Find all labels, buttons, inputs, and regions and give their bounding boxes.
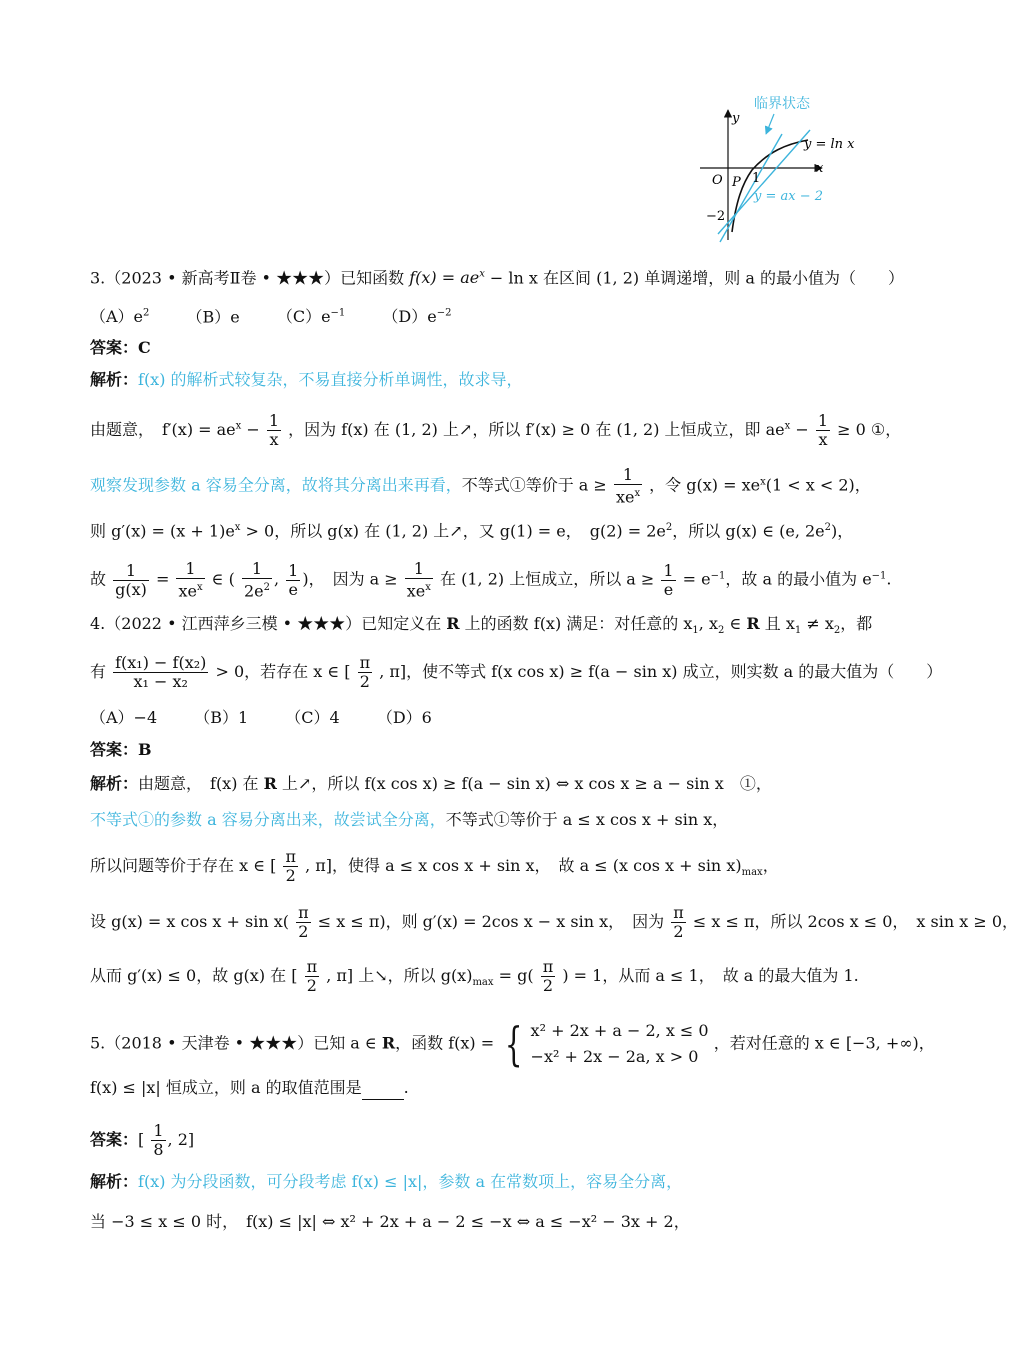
- q4-stem: 4.（2022 • 江西萍乡三模 • ★★★）已知定义在 R 上的函数 f(x) 满足：对任意的 $x_1$, $x_2$ ∈ R 且 $x_1 \ne x_2$，都: [90, 614, 873, 637]
- minus-two-label: −2: [706, 209, 726, 224]
- q4-option-b[interactable]: （B）1: [194, 708, 249, 727]
- q4-options: [90, 706, 432, 730]
- q3-option-a[interactable]: $(A)e^2$: [90, 307, 150, 327]
- annotation-arrow: [766, 114, 774, 134]
- q3-stem: 3.（2023 • 新高考Ⅱ卷 • ★★★）已知函数 $f(x) = ae^x - \ln x$ 在区间 (1, 2) 单调递增，则 a 的最小值为（ ）: [90, 268, 904, 288]
- q3-option-c[interactable]: $(C)e^{-1}$: [276, 307, 346, 327]
- q4-stem-2: 有 $\frac{\text{f(x₁) − f(x₂)}}{\text{x₁ − x₂}}$ > 0，若存在 x ∈ [ $\frac{\pi}{2}$ , π]，使不等式 f(x cos x) ≥ f(a − sin x) 成立，则实数 a 的最大值为（ ）: [90, 653, 943, 691]
- curve-label: y = ln x: [804, 137, 855, 152]
- q3-line2: 观察发现参数 a 容易全分离，故将其分离出来再看，不等式①等价于 a ≥ $\frac{1}{xe^x}$ ，令 $g(x) = xe^x(1 < x < 2)$，: [90, 465, 871, 507]
- q5-analysis-1: 当 −3 ≤ x ≤ 0 时， f(x) ≤ |x| ⇔ x² + 2x + a − 2 ≤ −x ⇔ a ≤ −x² − 3x + 2，: [90, 1212, 690, 1231]
- y-axis-label: y: [732, 111, 740, 126]
- annotation-label: 临界状态: [754, 96, 810, 112]
- q3-option-b[interactable]: （B）e: [186, 307, 240, 327]
- x-axis-label: x: [816, 161, 824, 176]
- q3-analysis-intro: 解析：f(x) 的解析式较复杂，不易直接分析单调性，故求导，: [90, 370, 523, 389]
- q4-option-a[interactable]: （A）−4: [90, 708, 158, 727]
- q5-answer: 答案：[ $\frac{1}{8}$ , 2]: [90, 1121, 195, 1159]
- tangent-figure: [690, 92, 860, 242]
- q4-option-d[interactable]: （D）6: [376, 708, 432, 727]
- q5-stem-2: f(x) ≤ |x| 恒成立，则 a 的取值范围是 .: [90, 1076, 409, 1100]
- q4-option-c[interactable]: （C）4: [285, 708, 340, 727]
- answer-blank[interactable]: [362, 1081, 404, 1100]
- q4-analysis-2: 不等式①的参数 a 容易分离出来，故尝试全分离，不等式①等价于 a ≤ x cos x + sin x，: [90, 810, 729, 829]
- q4-answer: 答案：B: [90, 740, 152, 759]
- q5-stem: 5.（2018 • 天津卷 • ★★★）已知 a ∈ R，函数 f(x) = { x² + 2x + a − 2, x ≤ 0 −x² + 2x − 2a, x > 0 ，若对任意的 x ∈ [−3, +∞)，: [90, 1017, 935, 1071]
- q3-answer: 答案：C: [90, 338, 151, 357]
- q3-options: [90, 302, 451, 329]
- line-label: y = ax − 2: [754, 189, 824, 204]
- point-p-label: P: [732, 175, 741, 190]
- q5-analysis-intro: 解析：f(x) 为分段函数，可分段考虑 f(x) ≤ |x|，参数 a 在常数项上，容易全分离，: [90, 1172, 683, 1191]
- q4-analysis-3: 所以问题等价于存在 x ∈ [ $\frac{\pi}{2}$ , π]，使得 a ≤ x cos x + sin x， 故 a ≤ (x $\cos x + \sin x)_{max}$，: [90, 847, 779, 885]
- q3-line1: 由题意， $f'(x) = ae^x$ − $\frac{1}{x}$ ，因为 f(x) 在 (1, 2) 上↗，所以 f′(x) ≥ 0 在 (1, 2) 上恒成立，即 $ae^x$ − $\frac{1}{x}$ ≥ 0 ①，: [90, 411, 902, 449]
- q4-analysis-5: 从而 g′(x) ≤ 0，故 g(x) 在 [ $\frac{\pi}{2}$ , π] 上↘，所以 $g(x)_{max} = g$( $\frac{\pi}{2}$ ) = 1，从而 a ≤ 1， 故 a 的最大值为 1.: [90, 957, 859, 995]
- q3-line3: 则 $g'(x) = (x + 1)e^x > 0$，所以 g(x) 在 (1, 2) 上↗，又 g(1) = e， $g(2) = 2e^2$，所以 g(x) ∈ (e, $2e^2$)，: [90, 521, 854, 541]
- q4-analysis-4: 设 g(x) = x cos x + sin x( $\frac{\pi}{2}$ ≤ x ≤ π)，则 g′(x) = 2cos x − x sin x， 因为 $\frac{\pi}{2}$ ≤ x ≤ π，所以 2cos x ≤ 0， x sin x ≥ 0，: [90, 903, 1018, 941]
- origin-label: O: [712, 173, 723, 188]
- q4-analysis-1: 解析：由题意， f(x) 在 R 上↗，所以 f(x cos x) ≥ f(a − sin x) ⇔ x cos x ≥ a − sin x ①，: [90, 774, 772, 793]
- q3-line4: 故 $\frac{1}{g(x)}$ = $\frac{1}{xe^x}$ ∈ ( $\frac{1}{2e^2}$ , $\frac{1}{e}$ )， 因为 a ≥ $\frac{1}{xe^x}$ 在 (1, 2) 上恒成立，所以 a ≥ $\frac{1}{e}$ = $e^{-1}$，故 a 的最小值为 $e^{-1}$.: [90, 559, 892, 601]
- secant-line: [720, 134, 782, 242]
- q3-option-d[interactable]: $(D)e^{-2}$: [382, 307, 452, 327]
- one-label: 1: [752, 171, 761, 186]
